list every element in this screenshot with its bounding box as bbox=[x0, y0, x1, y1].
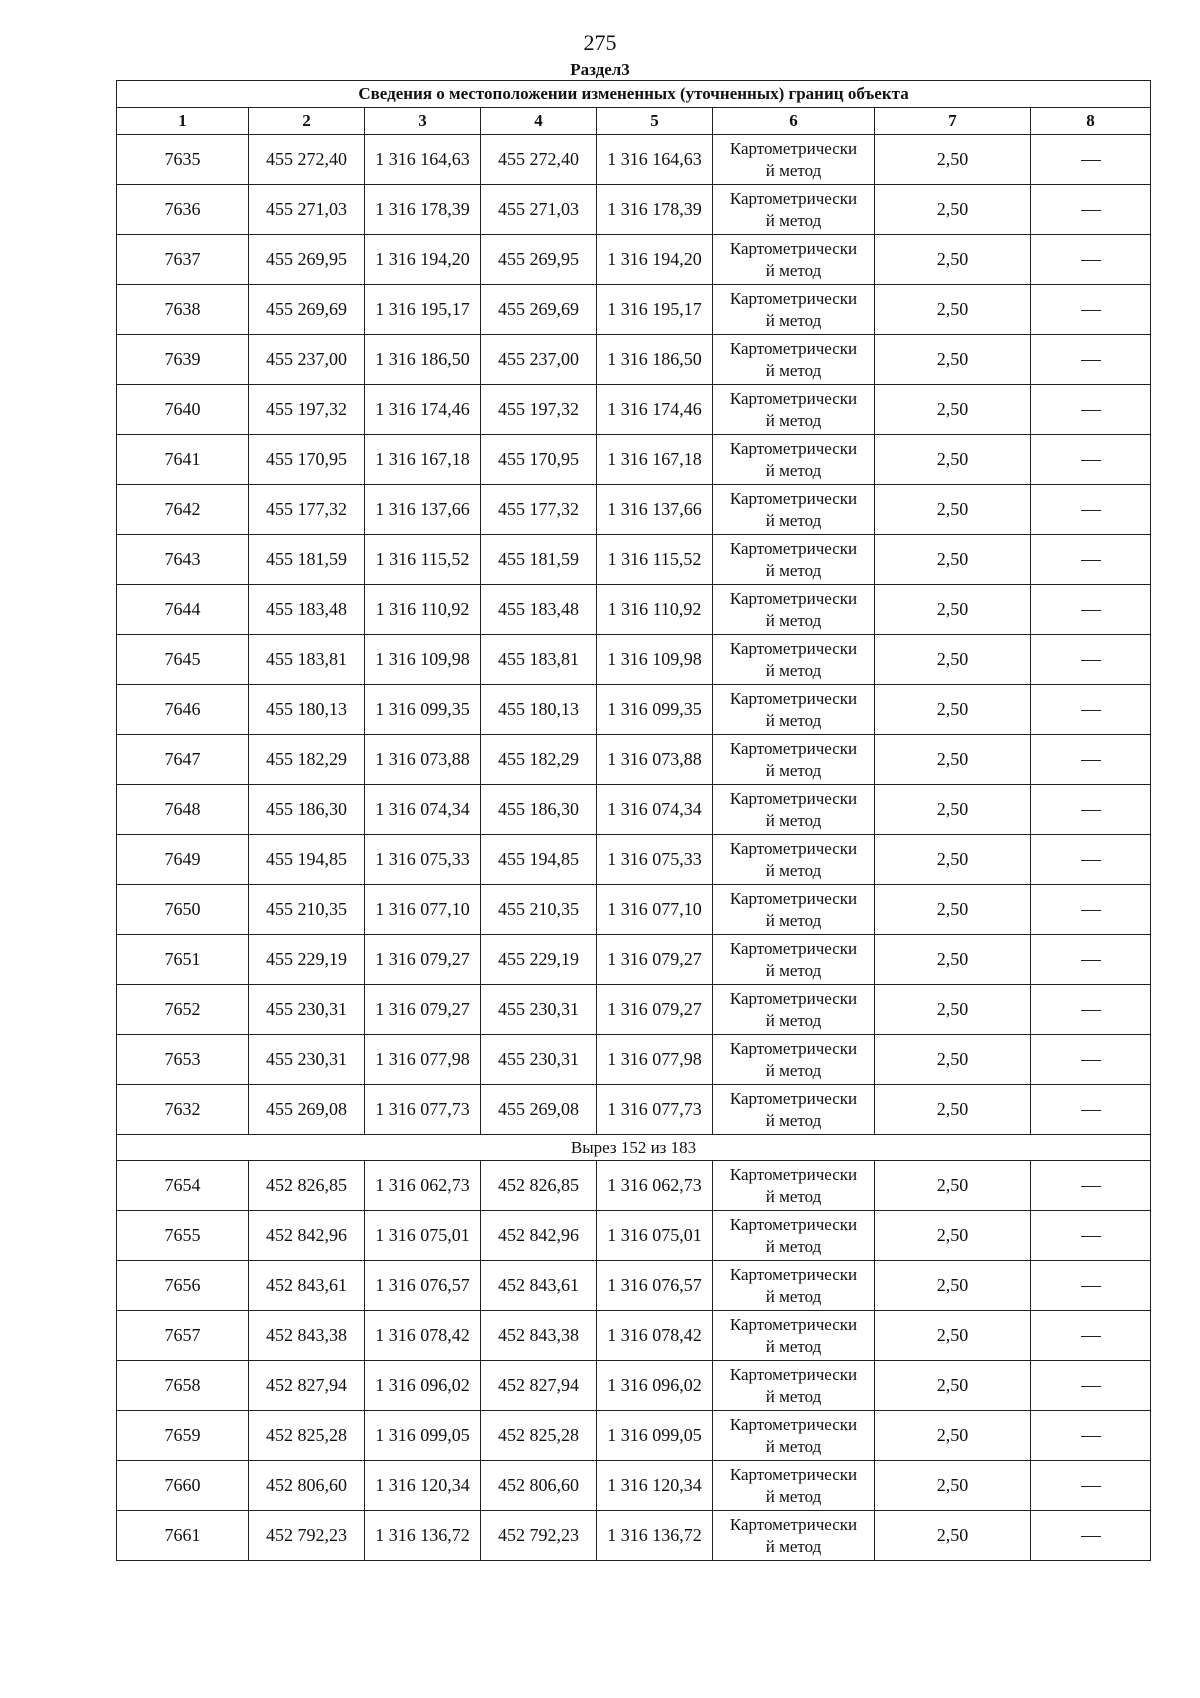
dash-mark bbox=[1081, 260, 1101, 261]
x-old-cell: 455 183,48 bbox=[249, 585, 365, 635]
description-cell bbox=[1031, 1411, 1151, 1461]
accuracy-cell: 2,50 bbox=[875, 285, 1031, 335]
y-new-cell: 1 316 073,88 bbox=[597, 735, 713, 785]
y-new-cell: 1 316 109,98 bbox=[597, 635, 713, 685]
x-new-cell: 455 186,30 bbox=[481, 785, 597, 835]
x-new-cell: 452 792,23 bbox=[481, 1511, 597, 1561]
x-new-cell: 455 197,32 bbox=[481, 385, 597, 435]
table-row bbox=[117, 385, 1151, 435]
accuracy-cell: 2,50 bbox=[875, 1161, 1031, 1211]
point-number-cell: 7646 bbox=[117, 685, 249, 735]
x-new-cell: 452 842,96 bbox=[481, 1211, 597, 1261]
y-old-cell: 1 316 186,50 bbox=[365, 335, 481, 385]
table-row bbox=[117, 985, 1151, 1035]
accuracy-cell: 2,50 bbox=[875, 185, 1031, 235]
y-new-cell: 1 316 074,34 bbox=[597, 785, 713, 835]
column-header: 8 bbox=[1031, 108, 1151, 135]
x-old-cell: 452 825,28 bbox=[249, 1411, 365, 1461]
y-old-cell: 1 316 167,18 bbox=[365, 435, 481, 485]
x-old-cell: 455 237,00 bbox=[249, 335, 365, 385]
method-cell: Картометрически й метод bbox=[713, 285, 875, 335]
dash-mark bbox=[1081, 160, 1101, 161]
y-new-cell: 1 316 077,73 bbox=[597, 1085, 713, 1135]
y-new-cell: 1 316 120,34 bbox=[597, 1461, 713, 1511]
point-number-cell: 7657 bbox=[117, 1311, 249, 1361]
description-cell bbox=[1031, 1361, 1151, 1411]
x-new-cell: 452 843,38 bbox=[481, 1311, 597, 1361]
point-number-cell: 7640 bbox=[117, 385, 249, 435]
y-new-cell: 1 316 164,63 bbox=[597, 135, 713, 185]
dash-mark bbox=[1081, 510, 1101, 511]
method-cell: Картометрически й метод bbox=[713, 1161, 875, 1211]
accuracy-cell: 2,50 bbox=[875, 935, 1031, 985]
y-old-cell: 1 316 164,63 bbox=[365, 135, 481, 185]
column-header: 2 bbox=[249, 108, 365, 135]
x-old-cell: 455 170,95 bbox=[249, 435, 365, 485]
y-new-cell: 1 316 062,73 bbox=[597, 1161, 713, 1211]
dash-mark bbox=[1081, 1486, 1101, 1487]
method-cell: Картометрически й метод bbox=[713, 1311, 875, 1361]
y-new-cell: 1 316 078,42 bbox=[597, 1311, 713, 1361]
section-label-row bbox=[117, 1135, 1151, 1161]
description-cell bbox=[1031, 1085, 1151, 1135]
dash-mark bbox=[1081, 1186, 1101, 1187]
method-cell: Картометрически й метод bbox=[713, 1361, 875, 1411]
x-old-cell: 455 229,19 bbox=[249, 935, 365, 985]
dash-mark bbox=[1081, 810, 1101, 811]
description-cell bbox=[1031, 135, 1151, 185]
dash-mark bbox=[1081, 960, 1101, 961]
y-old-cell: 1 316 120,34 bbox=[365, 1461, 481, 1511]
y-old-cell: 1 316 062,73 bbox=[365, 1161, 481, 1211]
x-new-cell: 455 269,95 bbox=[481, 235, 597, 285]
x-old-cell: 455 181,59 bbox=[249, 535, 365, 585]
table-row bbox=[117, 185, 1151, 235]
table-row bbox=[117, 1361, 1151, 1411]
y-new-cell: 1 316 099,35 bbox=[597, 685, 713, 735]
dash-mark bbox=[1081, 560, 1101, 561]
point-number-cell: 7649 bbox=[117, 835, 249, 885]
accuracy-cell: 2,50 bbox=[875, 235, 1031, 285]
y-new-cell: 1 316 186,50 bbox=[597, 335, 713, 385]
description-cell bbox=[1031, 1161, 1151, 1211]
accuracy-cell: 2,50 bbox=[875, 985, 1031, 1035]
description-cell bbox=[1031, 685, 1151, 735]
column-header: 4 bbox=[481, 108, 597, 135]
accuracy-cell: 2,50 bbox=[875, 135, 1031, 185]
y-old-cell: 1 316 195,17 bbox=[365, 285, 481, 335]
accuracy-cell: 2,50 bbox=[875, 385, 1031, 435]
y-new-cell: 1 316 077,10 bbox=[597, 885, 713, 935]
table-row bbox=[117, 1211, 1151, 1261]
accuracy-cell: 2,50 bbox=[875, 1211, 1031, 1261]
dash-mark bbox=[1081, 1236, 1101, 1237]
x-old-cell: 455 197,32 bbox=[249, 385, 365, 435]
column-header: 5 bbox=[597, 108, 713, 135]
description-cell bbox=[1031, 1461, 1151, 1511]
description-cell bbox=[1031, 485, 1151, 535]
method-cell: Картометрически й метод bbox=[713, 735, 875, 785]
table-row bbox=[117, 735, 1151, 785]
point-number-cell: 7635 bbox=[117, 135, 249, 185]
x-new-cell: 455 269,69 bbox=[481, 285, 597, 335]
y-new-cell: 1 316 167,18 bbox=[597, 435, 713, 485]
table-row bbox=[117, 585, 1151, 635]
table-row bbox=[117, 1261, 1151, 1311]
y-old-cell: 1 316 078,42 bbox=[365, 1311, 481, 1361]
point-number-cell: 7639 bbox=[117, 335, 249, 385]
y-old-cell: 1 316 076,57 bbox=[365, 1261, 481, 1311]
description-cell bbox=[1031, 235, 1151, 285]
x-old-cell: 452 842,96 bbox=[249, 1211, 365, 1261]
dash-mark bbox=[1081, 1060, 1101, 1061]
accuracy-cell: 2,50 bbox=[875, 535, 1031, 585]
method-cell: Картометрически й метод bbox=[713, 935, 875, 985]
accuracy-cell: 2,50 bbox=[875, 1035, 1031, 1085]
accuracy-cell: 2,50 bbox=[875, 785, 1031, 835]
y-old-cell: 1 316 079,27 bbox=[365, 985, 481, 1035]
x-new-cell: 455 181,59 bbox=[481, 535, 597, 585]
x-old-cell: 452 826,85 bbox=[249, 1161, 365, 1211]
y-old-cell: 1 316 174,46 bbox=[365, 385, 481, 435]
description-cell bbox=[1031, 1261, 1151, 1311]
method-cell: Картометрически й метод bbox=[713, 985, 875, 1035]
y-new-cell: 1 316 079,27 bbox=[597, 985, 713, 1035]
method-cell: Картометрически й метод bbox=[713, 585, 875, 635]
y-old-cell: 1 316 096,02 bbox=[365, 1361, 481, 1411]
x-old-cell: 455 230,31 bbox=[249, 985, 365, 1035]
table-row bbox=[117, 785, 1151, 835]
x-new-cell: 452 825,28 bbox=[481, 1411, 597, 1461]
y-old-cell: 1 316 073,88 bbox=[365, 735, 481, 785]
method-cell: Картометрически й метод bbox=[713, 1085, 875, 1135]
point-number-cell: 7648 bbox=[117, 785, 249, 835]
x-new-cell: 455 230,31 bbox=[481, 985, 597, 1035]
accuracy-cell: 2,50 bbox=[875, 635, 1031, 685]
x-old-cell: 455 269,08 bbox=[249, 1085, 365, 1135]
x-new-cell: 452 827,94 bbox=[481, 1361, 597, 1411]
dash-mark bbox=[1081, 1286, 1101, 1287]
x-old-cell: 455 269,69 bbox=[249, 285, 365, 335]
x-new-cell: 455 272,40 bbox=[481, 135, 597, 185]
description-cell bbox=[1031, 885, 1151, 935]
dash-mark bbox=[1081, 1536, 1101, 1537]
point-number-cell: 7653 bbox=[117, 1035, 249, 1085]
y-new-cell: 1 316 194,20 bbox=[597, 235, 713, 285]
table-row bbox=[117, 1311, 1151, 1361]
x-old-cell: 452 843,38 bbox=[249, 1311, 365, 1361]
y-old-cell: 1 316 137,66 bbox=[365, 485, 481, 535]
dash-mark bbox=[1081, 760, 1101, 761]
y-old-cell: 1 316 079,27 bbox=[365, 935, 481, 985]
point-number-cell: 7650 bbox=[117, 885, 249, 935]
table-row bbox=[117, 235, 1151, 285]
accuracy-cell: 2,50 bbox=[875, 1361, 1031, 1411]
dash-mark bbox=[1081, 1386, 1101, 1387]
dash-mark bbox=[1081, 660, 1101, 661]
y-old-cell: 1 316 115,52 bbox=[365, 535, 481, 585]
description-cell bbox=[1031, 835, 1151, 885]
accuracy-cell: 2,50 bbox=[875, 585, 1031, 635]
accuracy-cell: 2,50 bbox=[875, 485, 1031, 535]
accuracy-cell: 2,50 bbox=[875, 435, 1031, 485]
x-new-cell: 455 183,81 bbox=[481, 635, 597, 685]
y-old-cell: 1 316 194,20 bbox=[365, 235, 481, 285]
y-new-cell: 1 316 110,92 bbox=[597, 585, 713, 635]
x-new-cell: 455 271,03 bbox=[481, 185, 597, 235]
y-new-cell: 1 316 137,66 bbox=[597, 485, 713, 535]
method-cell: Картометрически й метод bbox=[713, 885, 875, 935]
x-new-cell: 455 237,00 bbox=[481, 335, 597, 385]
column-header: 3 bbox=[365, 108, 481, 135]
point-number-cell: 7655 bbox=[117, 1211, 249, 1261]
column-header: 1 bbox=[117, 108, 249, 135]
x-new-cell: 455 210,35 bbox=[481, 885, 597, 935]
table-row bbox=[117, 935, 1151, 985]
y-old-cell: 1 316 178,39 bbox=[365, 185, 481, 235]
description-cell bbox=[1031, 185, 1151, 235]
x-old-cell: 455 271,03 bbox=[249, 185, 365, 235]
method-cell: Картометрически й метод bbox=[713, 535, 875, 585]
x-old-cell: 455 182,29 bbox=[249, 735, 365, 785]
accuracy-cell: 2,50 bbox=[875, 685, 1031, 735]
y-old-cell: 1 316 109,98 bbox=[365, 635, 481, 685]
y-old-cell: 1 316 074,34 bbox=[365, 785, 481, 835]
method-cell: Картометрически й метод bbox=[713, 385, 875, 435]
table-row bbox=[117, 435, 1151, 485]
y-new-cell: 1 316 096,02 bbox=[597, 1361, 713, 1411]
method-cell: Картометрически й метод bbox=[713, 1511, 875, 1561]
x-old-cell: 455 210,35 bbox=[249, 885, 365, 935]
point-number-cell: 7645 bbox=[117, 635, 249, 685]
x-new-cell: 452 826,85 bbox=[481, 1161, 597, 1211]
dash-mark bbox=[1081, 710, 1101, 711]
x-old-cell: 455 183,81 bbox=[249, 635, 365, 685]
point-number-cell: 7637 bbox=[117, 235, 249, 285]
point-number-cell: 7652 bbox=[117, 985, 249, 1035]
description-cell bbox=[1031, 385, 1151, 435]
point-number-cell: 7659 bbox=[117, 1411, 249, 1461]
description-cell bbox=[1031, 535, 1151, 585]
table-row bbox=[117, 1461, 1151, 1511]
x-old-cell: 452 806,60 bbox=[249, 1461, 365, 1511]
description-cell bbox=[1031, 335, 1151, 385]
table-row bbox=[117, 1411, 1151, 1461]
y-old-cell: 1 316 077,10 bbox=[365, 885, 481, 935]
table-row bbox=[117, 285, 1151, 335]
table-row bbox=[117, 1035, 1151, 1085]
method-cell: Картометрически й метод bbox=[713, 785, 875, 835]
table-row bbox=[117, 1161, 1151, 1211]
table-row bbox=[117, 635, 1151, 685]
table-row bbox=[117, 1085, 1151, 1135]
accuracy-cell: 2,50 bbox=[875, 1461, 1031, 1511]
point-number-cell: 7638 bbox=[117, 285, 249, 335]
x-old-cell: 455 194,85 bbox=[249, 835, 365, 885]
description-cell bbox=[1031, 635, 1151, 685]
dash-mark bbox=[1081, 610, 1101, 611]
method-cell: Картометрически й метод bbox=[713, 1211, 875, 1261]
description-cell bbox=[1031, 935, 1151, 985]
point-number-cell: 7661 bbox=[117, 1511, 249, 1561]
description-cell bbox=[1031, 1211, 1151, 1261]
y-old-cell: 1 316 136,72 bbox=[365, 1511, 481, 1561]
method-cell: Картометрически й метод bbox=[713, 635, 875, 685]
x-old-cell: 455 230,31 bbox=[249, 1035, 365, 1085]
y-new-cell: 1 316 136,72 bbox=[597, 1511, 713, 1561]
dash-mark bbox=[1081, 860, 1101, 861]
accuracy-cell: 2,50 bbox=[875, 1311, 1031, 1361]
point-number-cell: 7651 bbox=[117, 935, 249, 985]
y-new-cell: 1 316 075,01 bbox=[597, 1211, 713, 1261]
y-new-cell: 1 316 099,05 bbox=[597, 1411, 713, 1461]
accuracy-cell: 2,50 bbox=[875, 835, 1031, 885]
table-row bbox=[117, 135, 1151, 185]
point-number-cell: 7632 bbox=[117, 1085, 249, 1135]
x-new-cell: 455 229,19 bbox=[481, 935, 597, 985]
x-new-cell: 455 194,85 bbox=[481, 835, 597, 885]
accuracy-cell: 2,50 bbox=[875, 735, 1031, 785]
column-header: 7 bbox=[875, 108, 1031, 135]
x-old-cell: 455 180,13 bbox=[249, 685, 365, 735]
method-cell: Картометрически й метод bbox=[713, 335, 875, 385]
y-old-cell: 1 316 075,01 bbox=[365, 1211, 481, 1261]
y-old-cell: 1 316 110,92 bbox=[365, 585, 481, 635]
y-old-cell: 1 316 075,33 bbox=[365, 835, 481, 885]
method-cell: Картометрически й метод bbox=[713, 1261, 875, 1311]
x-old-cell: 452 843,61 bbox=[249, 1261, 365, 1311]
point-number-cell: 7641 bbox=[117, 435, 249, 485]
description-cell bbox=[1031, 1035, 1151, 1085]
section-label: Вырез 152 из 183 bbox=[117, 1135, 1151, 1161]
header-row bbox=[117, 108, 1151, 135]
x-new-cell: 452 843,61 bbox=[481, 1261, 597, 1311]
method-cell: Картометрически й метод bbox=[713, 685, 875, 735]
dash-mark bbox=[1081, 1010, 1101, 1011]
dash-mark bbox=[1081, 360, 1101, 361]
method-cell: Картометрически й метод bbox=[713, 135, 875, 185]
y-new-cell: 1 316 195,17 bbox=[597, 285, 713, 335]
x-old-cell: 452 792,23 bbox=[249, 1511, 365, 1561]
point-number-cell: 7643 bbox=[117, 535, 249, 585]
page-number: 275 bbox=[583, 30, 617, 55]
y-new-cell: 1 316 076,57 bbox=[597, 1261, 713, 1311]
accuracy-cell: 2,50 bbox=[875, 335, 1031, 385]
table-row bbox=[117, 885, 1151, 935]
y-old-cell: 1 316 077,73 bbox=[365, 1085, 481, 1135]
y-new-cell: 1 316 178,39 bbox=[597, 185, 713, 235]
method-cell: Картометрически й метод bbox=[713, 185, 875, 235]
y-new-cell: 1 316 174,46 bbox=[597, 385, 713, 435]
x-old-cell: 455 272,40 bbox=[249, 135, 365, 185]
description-cell bbox=[1031, 735, 1151, 785]
method-cell: Картометрически й метод bbox=[713, 485, 875, 535]
table-row bbox=[117, 535, 1151, 585]
dash-mark bbox=[1081, 1436, 1101, 1437]
x-new-cell: 455 230,31 bbox=[481, 1035, 597, 1085]
x-old-cell: 455 186,30 bbox=[249, 785, 365, 835]
table-row bbox=[117, 485, 1151, 535]
description-cell bbox=[1031, 285, 1151, 335]
y-old-cell: 1 316 099,35 bbox=[365, 685, 481, 735]
table-row bbox=[117, 335, 1151, 385]
x-new-cell: 455 180,13 bbox=[481, 685, 597, 735]
description-cell bbox=[1031, 585, 1151, 635]
dash-mark bbox=[1081, 910, 1101, 911]
dash-mark bbox=[1081, 210, 1101, 211]
y-old-cell: 1 316 077,98 bbox=[365, 1035, 481, 1085]
dash-mark bbox=[1081, 1336, 1101, 1337]
description-cell bbox=[1031, 435, 1151, 485]
y-new-cell: 1 316 077,98 bbox=[597, 1035, 713, 1085]
accuracy-cell: 2,50 bbox=[875, 1261, 1031, 1311]
x-new-cell: 452 806,60 bbox=[481, 1461, 597, 1511]
y-new-cell: 1 316 115,52 bbox=[597, 535, 713, 585]
point-number-cell: 7660 bbox=[117, 1461, 249, 1511]
point-number-cell: 7658 bbox=[117, 1361, 249, 1411]
point-number-cell: 7656 bbox=[117, 1261, 249, 1311]
column-header: 6 bbox=[713, 108, 875, 135]
x-new-cell: 455 170,95 bbox=[481, 435, 597, 485]
section-title: Раздел3 bbox=[570, 60, 630, 79]
y-new-cell: 1 316 075,33 bbox=[597, 835, 713, 885]
description-cell bbox=[1031, 1511, 1151, 1561]
point-number-cell: 7654 bbox=[117, 1161, 249, 1211]
x-new-cell: 455 183,48 bbox=[481, 585, 597, 635]
method-cell: Картометрически й метод bbox=[713, 1035, 875, 1085]
point-number-cell: 7636 bbox=[117, 185, 249, 235]
method-cell: Картометрически й метод bbox=[713, 1411, 875, 1461]
point-number-cell: 7644 bbox=[117, 585, 249, 635]
x-new-cell: 455 177,32 bbox=[481, 485, 597, 535]
description-cell bbox=[1031, 785, 1151, 835]
dash-mark bbox=[1081, 460, 1101, 461]
x-old-cell: 455 177,32 bbox=[249, 485, 365, 535]
x-old-cell: 455 269,95 bbox=[249, 235, 365, 285]
method-cell: Картометрически й метод bbox=[713, 235, 875, 285]
y-new-cell: 1 316 079,27 bbox=[597, 935, 713, 985]
x-old-cell: 452 827,94 bbox=[249, 1361, 365, 1411]
table-row bbox=[117, 685, 1151, 735]
x-new-cell: 455 269,08 bbox=[481, 1085, 597, 1135]
y-old-cell: 1 316 099,05 bbox=[365, 1411, 481, 1461]
dash-mark bbox=[1081, 1110, 1101, 1111]
dash-mark bbox=[1081, 410, 1101, 411]
x-new-cell: 455 182,29 bbox=[481, 735, 597, 785]
method-cell: Картометрически й метод bbox=[713, 1461, 875, 1511]
accuracy-cell: 2,50 bbox=[875, 1411, 1031, 1461]
accuracy-cell: 2,50 bbox=[875, 1511, 1031, 1561]
method-cell: Картометрически й метод bbox=[713, 435, 875, 485]
point-number-cell: 7642 bbox=[117, 485, 249, 535]
coordinates-table bbox=[116, 80, 1151, 1561]
accuracy-cell: 2,50 bbox=[875, 885, 1031, 935]
description-cell bbox=[1031, 1311, 1151, 1361]
point-number-cell: 7647 bbox=[117, 735, 249, 785]
method-cell: Картометрически й метод bbox=[713, 835, 875, 885]
table-title: Сведения о местоположении измененных (уточненных) границ объекта bbox=[117, 81, 1151, 108]
description-cell bbox=[1031, 985, 1151, 1035]
table-row bbox=[117, 835, 1151, 885]
accuracy-cell: 2,50 bbox=[875, 1085, 1031, 1135]
dash-mark bbox=[1081, 310, 1101, 311]
table-row bbox=[117, 1511, 1151, 1561]
